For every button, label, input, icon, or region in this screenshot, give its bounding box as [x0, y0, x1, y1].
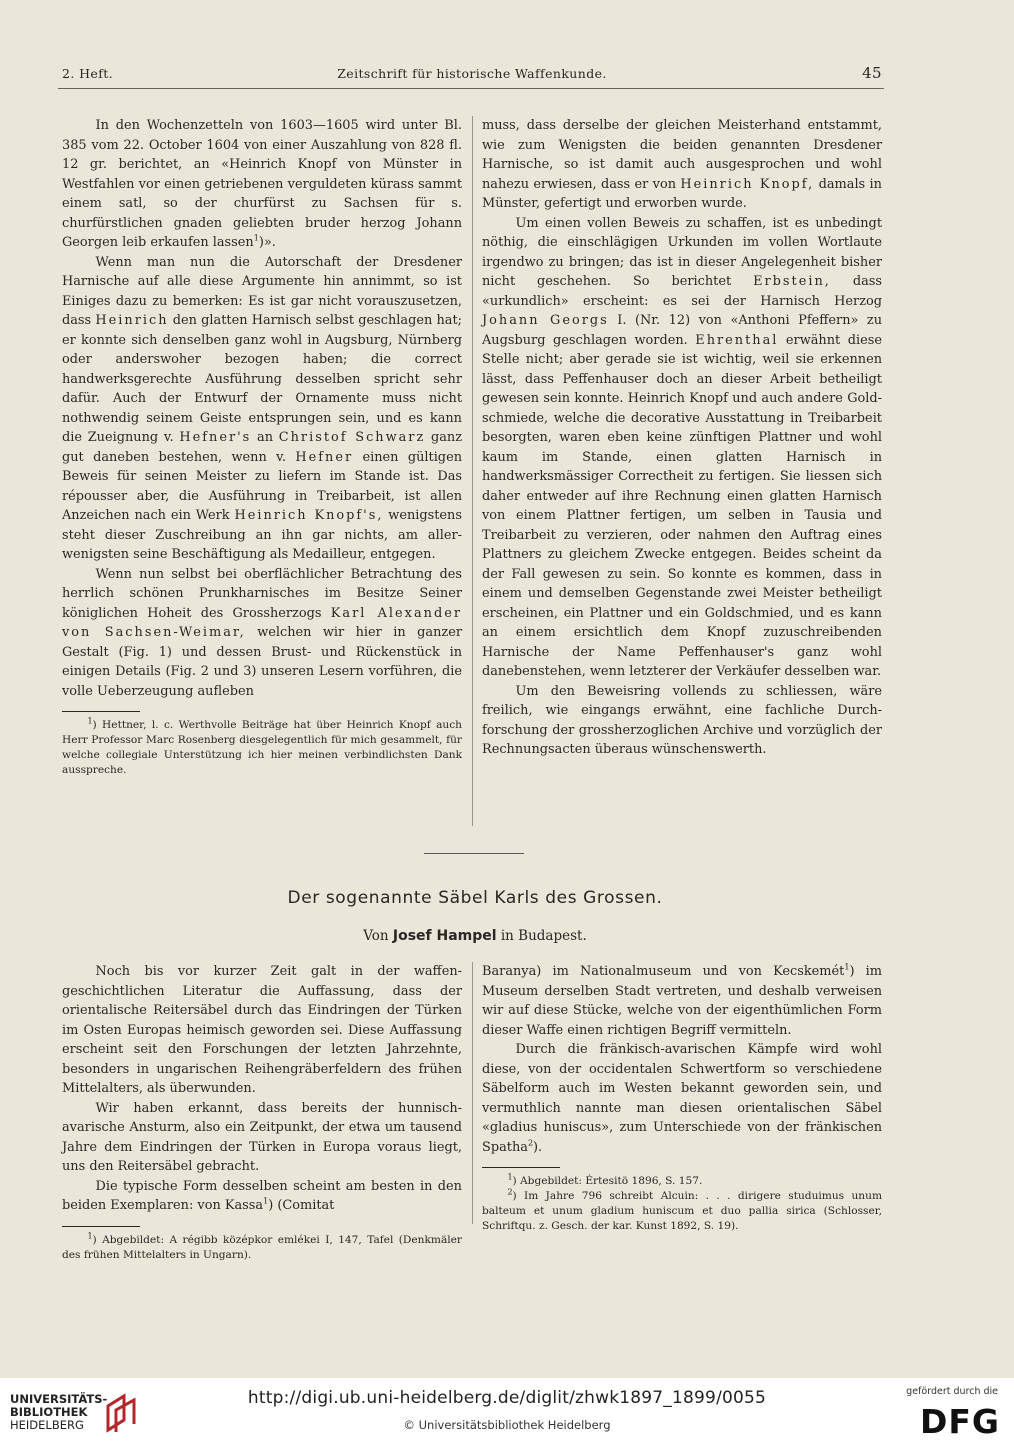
paragraph: Um den Beweisring vollends zu schliessen, wäre freilich, wie eingangs erwähnt, eine fachliche Durchforschung der grossherzoglichen Archive und vorzüglich der Rechnungsacten überaus wünschenswerth.: [482, 683, 882, 757]
section-rule: [424, 853, 524, 854]
column-divider: [472, 116, 473, 826]
paragraph: Wenn nun selbst bei oberflächlicher Betrachtung des herrlich schönen Prunkharnisches im Besitze Seiner königlichen Hoheit des Grossherzogs Karl Alexander von Sachsen-Weimar, welchen wir hier in ganzer Gestalt (Fig. 1) und dessen Brust- und Rückenstück in einigen Details (Fig. 2 und 3) unseren Lesern vorführen, die volle Ueberzeugung aufleben: [62, 566, 462, 699]
paragraph: muss, dass derselbe der gleichen Meisterhand entstammt, wie zum Wenigsten die beiden genannten Dresdener Harnische, so ist damit auch ausgesprochen und wohl nahezu erwiesen, dass er von Heinrich Knopf, damals in Münster, gefertigt und erworben wurde.: [482, 118, 882, 211]
library-logo[interactable]: UNIVERSITÄTS- BIBLIOTHEK HEIDELBERG: [10, 1390, 170, 1434]
column-right-lower: [482, 962, 882, 1234]
column-left-upper: [62, 116, 462, 778]
permalink-url[interactable]: http://digi.ub.uni-heidelberg.de/diglit/zhwk1897_1899/0055: [247, 1388, 767, 1408]
paragraph: Noch bis vor kurzer Zeit galt in der waffengeschichtlichen Literatur die Auffassung, dass der orientalische Reitersäbel durch das Eindringen der Türken im Osten Europas heimisch geworden sei. Diese Auffassung erscheint seit den Forschungen der letzten Jahrzehnte, besonders in ungarischen Reihengräberfeldern des frühen Mittelalters, als überwunden.: [62, 964, 462, 1096]
dfg-logo-text: DFG: [919, 1402, 1000, 1441]
author-name: Josef Hampel: [392, 928, 497, 944]
paragraph: Durch die fränkisch-avarischen Kämpfe wird wohl diese, von der occidentalen Schwertform so verschiedene Säbelform auch im Westen bekannt geworden sein, und vermuthlich nannte man diesen orientalischen Säbel «gladius huniscus», zum Unterschiede von der fränkischen Spatha$^2$).: [482, 1042, 882, 1155]
article-title: Der sogenannte Säbel Karls des Grossen.: [287, 888, 663, 908]
footnote: $^1$) Hettner, l. c. Werthvolle Beiträge hat über Heinrich Knopf auch Herr Professor Marc Rosenberg diesgelegentlich für mich gesammelt, für welche collegiale Unterstützung ich hier meinen verbindlichsten Dank ausspreche.: [62, 716, 462, 776]
column-left-lower: [62, 962, 462, 1263]
paragraph: Die typische Form desselben scheint am besten in den beiden Exemplaren: von Kassa$^1$) (Comitat: [62, 1178, 462, 1213]
footnote-rule: [482, 1167, 560, 1168]
running-head-journal: Zeitschrift für historische Waffenkunde.: [337, 66, 607, 81]
page-number: 45: [862, 64, 882, 82]
footnote: $^1$) Abgebildet: A régibb középkor emlékei I, 147, Tafel (Denkmäler des frühen Mittelalters in Ungarn).: [62, 1230, 462, 1261]
paragraph: In den Wochenzetteln von 1603—1605 wird unter Bl. 385 vom 22. October 1604 von einer Auszahlung von 828 fl. 12 gr. berichtet, an «Heinrich Knopf von Münster in Westfahlen vor einen getriebenen verguldeten kürass sammt einem satl, so der churfürst zu Sachsen für s. churfürstlichen gnaden geliebten bruder herzog Johann Georgen leib erkaufen lassen$^1$)».: [62, 118, 462, 250]
funder-logo[interactable]: [890, 1386, 1000, 1441]
copyright-notice: © Universitätsbibliothek Heidelberg: [403, 1418, 611, 1432]
paragraph: Wenn man nun die Autorschaft der Dresdener Harnische auf alle diese Argumente hin annimmt, so ist Einiges dazu zu bemerken: Es ist gar nicht vorauszusetzen, dass Heinrich den glatten Harnisch selbst geschlagen hat; er konnte sich denselben ganz wohl in Augsburg, Nürnberg oder anderswoher bezogen haben; die correct handwerksgerechte Ausführung desselben spricht sehr dafür. Auch der Entwurf der Ornamente muss nicht nothwendig seinem Geiste entsprungen sein, und es kann die Zueignung v. Hefner's an Christof Schwarz ganz gut daneben bestehen, wenn v. Hefner einen gültigen Beweis für seinen Meister zu liefern im Stande ist. Das répousser aber, die Ausführung in Treibarbeit, ist allen Anzeichen nach ein Werk Heinrich Knopf's, wenigstens steht dieser Zuschreibung an ihn gar nichts, am allerwenigsten seine Beschäftigung als Medailleur, entgegen.: [62, 254, 463, 562]
byline: Von Josef Hampel in Budapest.: [363, 928, 587, 944]
paragraph: Baranya) im Nationalmuseum und von Kecskemét$^1$) im Museum derselben Stadt vertreten, und deshalb verweisen wir auf diese Stücke, welche von der eigenthümlichen Form dieser Waffe einen richtigen Begriff vermitteln.: [482, 962, 882, 1038]
column-divider: [472, 962, 473, 1224]
paragraph: Um einen vollen Beweis zu schaffen, ist es unbedingt nöthig, die einschlägigen Urkunden im vollen Wortlaute irgendwo zu bringen; das ist in dieser Angelegenheit bisher nicht geschehen. So berichtet Erbstein, dass «urkundlich» erscheint: es sei der Harnisch Herzog Johann Georgs I. (Nr. 12) von «Anthoni Pfeffern» zu Augsburg geschlagen worden. Ehrenthal erwähnt diese Stelle nicht; aber gerade sie ist wichtig, weil sie erkennen lässt, dass Peffenhauser doch an dieser Arbeit betheiligt gewesen sein konnte. Heinrich Knopf und auch andere Goldschmiede, welche die decorative Ausstattung in Treibarbeit besorgten, waren eben keine zünftigen Plattner und wohl kaum im Stande, einen glatten Harnisch in handwerksmässiger Correctheit zu fertigen. Sie liessen sich daher entweder auf ihre Rechnung einen glatten Harnisch von einem Plattner fertigen, um selben in Tausia und Treibarbeit zu verzieren, oder nahmen den Auftrag eines Plattners zu gleichem Zwecke entgegen. Beides scheint da der Fall gewesen zu sein. So konnte es kommen, dass in einem und demselben Gegenstande zwei Meister betheiligt erscheinen, ein Plattner und ein Goldschmied, und es kann an einem ersichtlich dem Knopf zuzuschreibenden Harnische der Name Peffenhauser's ganz wohl danebenstehen, wenn letzterer der Verkäufer desselben war.: [482, 215, 882, 679]
running-head-issue: 2. Heft.: [62, 66, 114, 81]
paragraph: Wir haben erkannt, dass bereits der hunnisch-avarische Ansturm, also ein Zeitpunkt, der etwa um tausend Jahre dem Eindringen der Türken in Europa voraus liegt, uns den Reitersäbel gebracht.: [62, 1100, 462, 1174]
column-right-upper: [482, 116, 882, 760]
footnote-rule: [62, 711, 140, 712]
viewer-footer: [0, 1378, 1014, 1444]
header-rule: [58, 88, 884, 89]
funder-caption: gefördert durch die: [906, 1386, 998, 1397]
footnote-rule: [62, 1226, 140, 1227]
footnotes: $^1$) Abgebildet: Értesitö 1896, S. 157. $^2$) Im Jahre 796 schreibt Alcuin: . . . dirigere studuimus unum balteum et unum gladium huniscum et duo pallia sirica (Schlosser, Schriftqu. z. Gesch. der kar. Kunst 1892, S. 19).: [482, 1172, 882, 1232]
